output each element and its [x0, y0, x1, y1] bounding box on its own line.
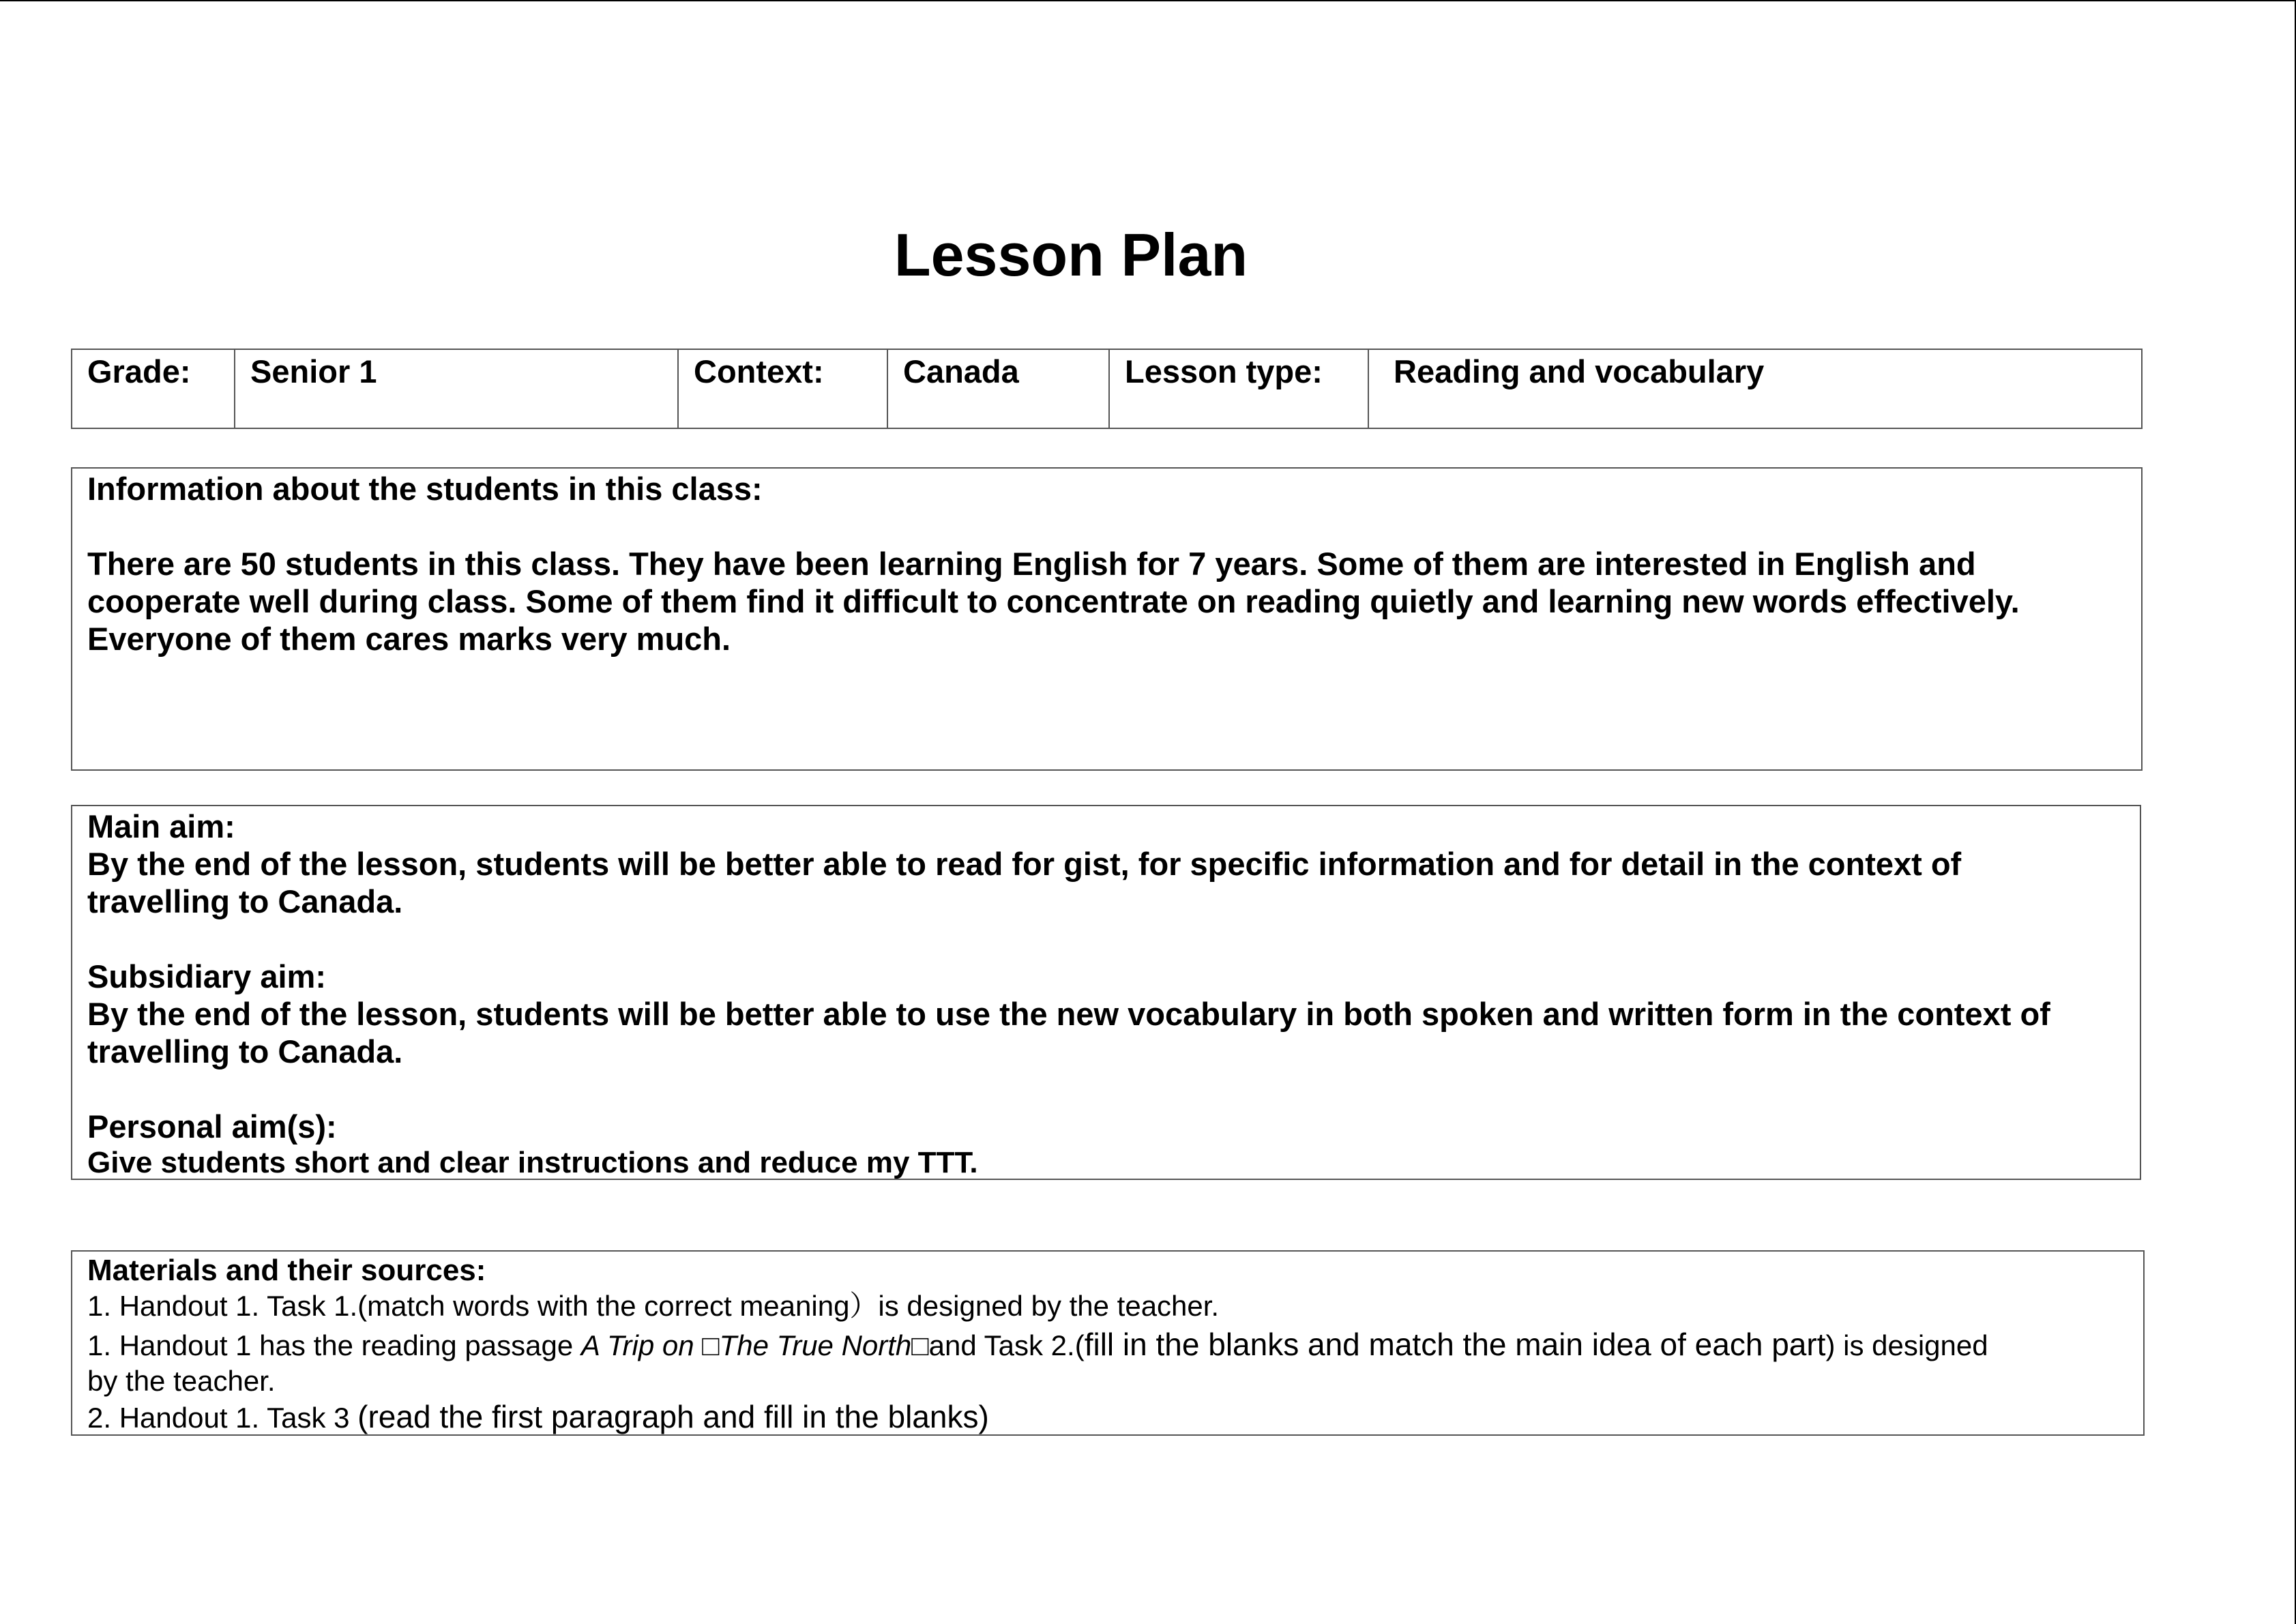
materials-heading: Materials and their sources: — [87, 1254, 486, 1287]
lesson-type-value: Reading and vocabulary — [1368, 350, 2141, 428]
personal-aim-text: Give students short and clear instructions and reduce my TTT. — [87, 1146, 978, 1179]
materials-item-continued: by the teacher. — [87, 1365, 276, 1397]
grade-label: Grade: — [87, 353, 191, 389]
personal-aim-heading: Personal aim(s): — [87, 1108, 337, 1145]
students-text-line: cooperate well during class. Some of them find it difficult to concentrate on reading quietly and learning new words effectively. — [87, 583, 2020, 619]
context-value: Canada — [887, 350, 1109, 428]
main-aim-heading: Main aim: — [87, 808, 235, 844]
grade-value: Senior 1 — [235, 350, 678, 428]
materials-item — [87, 1399, 2128, 1436]
materials-item-text: and Task 2.( — [928, 1329, 1085, 1361]
context-label: Context: — [678, 350, 887, 428]
materials-item-text: ) is designed — [1825, 1329, 1988, 1361]
students-text-line: There are 50 students in this class. They have been learning English for 7 years. Some of them are interested in English and — [87, 546, 1976, 582]
page-title: Lesson Plan — [894, 221, 1248, 289]
lesson-info-table — [71, 349, 2143, 429]
materials-item — [87, 1327, 2128, 1363]
main-aim-text: travelling to Canada. — [87, 883, 403, 919]
students-heading: Information about the students in this class: — [87, 471, 763, 507]
materials-item-text: 1. Handout 1 has the reading passage — [87, 1329, 581, 1361]
students-text-line: Everyone of them cares marks very much. — [87, 621, 731, 657]
subsidiary-aim-text: By the end of the lesson, students will be better able to use the new vocabulary in both spoken and written form in the context of — [87, 996, 2050, 1032]
lesson-type-label: Lesson type: — [1109, 350, 1368, 428]
main-aim-text: By the end of the lesson, students will be better able to read for gist, for specific information and for detail in the context of — [87, 846, 1962, 882]
subsidiary-aim-heading: Subsidiary aim: — [87, 958, 326, 994]
materials-item-text: fill in the blanks and match the main idea of each part — [1084, 1327, 1826, 1362]
aims-box — [71, 805, 2141, 1180]
page-border-top — [0, 0, 2296, 1]
materials-item-text: 2. Handout 1. Task 3 — [87, 1402, 358, 1434]
students-info-box — [71, 467, 2143, 771]
reading-passage-title: A Trip on □The True North□ — [580, 1329, 929, 1361]
subsidiary-aim-text: travelling to Canada. — [87, 1033, 403, 1069]
materials-item-text: (read the first paragraph and fill in the blanks) — [357, 1399, 989, 1434]
materials-item: 1. Handout 1. Task 1.(match words with the correct meaning）is designed by the teacher. — [87, 1290, 1220, 1322]
materials-box — [71, 1250, 2145, 1436]
